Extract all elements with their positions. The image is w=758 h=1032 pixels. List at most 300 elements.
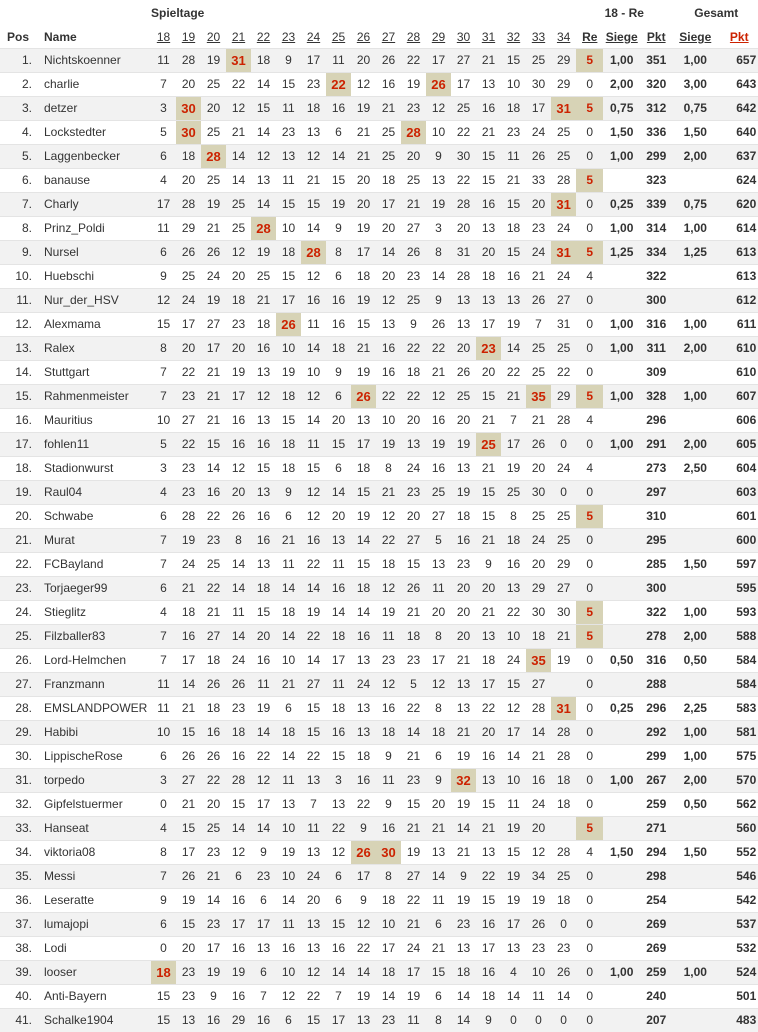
matchday-score: 22: [201, 505, 226, 529]
gesamt-pkt: 603: [718, 481, 758, 505]
player-name[interactable]: LippischeRose: [36, 745, 151, 769]
re-siege: 1,25: [603, 241, 640, 265]
matchday-score-best: 28: [401, 121, 426, 145]
row-position: 4.: [0, 121, 36, 145]
re-siege: 1,00: [603, 433, 640, 457]
gesamt-siege: [672, 289, 718, 313]
row-position: 8.: [0, 217, 36, 241]
matchday-score: 21: [351, 145, 376, 169]
gesamt-pkt: 483: [718, 1009, 758, 1032]
matchday-score: 27: [401, 865, 426, 889]
matchday-score: 26: [226, 673, 251, 697]
player-name[interactable]: charlie: [36, 73, 151, 97]
matchday-header-32[interactable]: 32: [501, 26, 526, 49]
matchday-score: 19: [201, 289, 226, 313]
matchday-score: 17: [276, 289, 301, 313]
matchday-score: 8: [376, 457, 401, 481]
matchday-score: 18: [476, 985, 501, 1009]
matchday-score: 28: [176, 193, 201, 217]
matchday-score: 25: [201, 73, 226, 97]
matchday-header-20[interactable]: 20: [201, 26, 226, 49]
gesamt-siege: 1,50: [672, 553, 718, 577]
matchday-score: 13: [276, 145, 301, 169]
matchday-score: 21: [476, 601, 501, 625]
matchday-score: 30: [526, 601, 551, 625]
matchday-score: 25: [226, 217, 251, 241]
matchday-score: 12: [526, 841, 551, 865]
matchday-header-29[interactable]: 29: [426, 26, 451, 49]
matchday-score: 18: [326, 337, 351, 361]
matchday-score: 21: [376, 481, 401, 505]
matchday-header-34[interactable]: 34: [551, 26, 576, 49]
matchday-score: 12: [301, 385, 326, 409]
table-row: [0, 433, 758, 457]
matchday-score: 18: [276, 601, 301, 625]
matchday-score: 25: [551, 337, 576, 361]
matchday-score: 15: [351, 553, 376, 577]
re-pkt: 314: [640, 217, 672, 241]
matchday-score: 15: [251, 97, 276, 121]
player-name[interactable]: Torjaeger99: [36, 577, 151, 601]
table-row: [0, 169, 758, 193]
matchday-score: 14: [501, 985, 526, 1009]
gesamt-siege: [672, 889, 718, 913]
re-siege: 1,50: [603, 841, 640, 865]
matchday-score: 13: [301, 937, 326, 961]
re-siege: [603, 529, 640, 553]
gesamt-pkt: 597: [718, 553, 758, 577]
matchday-score: 22: [201, 577, 226, 601]
re-siege: [603, 673, 640, 697]
matchday-score: 15: [501, 841, 526, 865]
table-row: [0, 601, 758, 625]
matchday-score: 14: [251, 121, 276, 145]
matchday-score: 10: [501, 73, 526, 97]
re-pkt: 240: [640, 985, 672, 1009]
player-name[interactable]: Lockstedter: [36, 121, 151, 145]
re-score: 0: [576, 553, 603, 577]
matchday-score: 15: [326, 169, 351, 193]
row-position: 28.: [0, 697, 36, 721]
matchday-header-18[interactable]: 18: [151, 26, 176, 49]
row-position: 10.: [0, 265, 36, 289]
matchday-score: 21: [426, 817, 451, 841]
matchday-score: 10: [276, 649, 301, 673]
player-name[interactable]: Nur_der_HSV: [36, 289, 151, 313]
matchday-header-30[interactable]: 30: [451, 26, 476, 49]
re-siege: 1,00: [603, 313, 640, 337]
matchday-score: 23: [526, 937, 551, 961]
matchday-score: 11: [251, 673, 276, 697]
matchday-score: 20: [476, 361, 501, 385]
gesamt-pkt-header[interactable]: Pkt: [718, 26, 758, 49]
player-name[interactable]: viktoria08: [36, 841, 151, 865]
matchday-header-31[interactable]: 31: [476, 26, 501, 49]
player-name[interactable]: Raul04: [36, 481, 151, 505]
matchday-score: 20: [201, 793, 226, 817]
matchday-header-21[interactable]: 21: [226, 26, 251, 49]
gesamt-pkt: 613: [718, 265, 758, 289]
row-position: 40.: [0, 985, 36, 1009]
matchday-score: 25: [551, 121, 576, 145]
matchday-score: 7: [151, 73, 176, 97]
matchday-score: 29: [176, 217, 201, 241]
gesamt-siege: 2,00: [672, 625, 718, 649]
player-name[interactable]: Schwabe: [36, 505, 151, 529]
gesamt-siege: 2,00: [672, 433, 718, 457]
matchday-score: 17: [326, 649, 351, 673]
matchday-header-23[interactable]: 23: [276, 26, 301, 49]
matchday-score: 9: [201, 985, 226, 1009]
matchday-header-19[interactable]: 19: [176, 26, 201, 49]
matchday-score: 14: [176, 673, 201, 697]
matchday-score: 17: [226, 385, 251, 409]
player-name[interactable]: Anti-Bayern: [36, 985, 151, 1009]
matchday-score: 22: [301, 553, 326, 577]
siege-header[interactable]: Siege: [603, 26, 640, 49]
matchday-score: 13: [426, 169, 451, 193]
matchday-score: 27: [301, 673, 326, 697]
matchday-score-best: 26: [351, 385, 376, 409]
matchday-score: 11: [526, 985, 551, 1009]
matchday-score: 7: [151, 529, 176, 553]
matchday-score: 0: [551, 913, 576, 937]
matchday-score: 13: [351, 697, 376, 721]
matchday-score: 14: [201, 889, 226, 913]
matchday-score: 16: [351, 769, 376, 793]
matchday-score: 25: [401, 289, 426, 313]
matchday-score: 6: [151, 145, 176, 169]
matchday-score: 19: [501, 457, 526, 481]
matchday-score: 29: [551, 553, 576, 577]
matchday-score: 21: [501, 169, 526, 193]
matchday-score: 11: [326, 49, 351, 73]
matchday-score: 24: [301, 865, 326, 889]
matchday-score: 10: [501, 769, 526, 793]
player-name[interactable]: FCBayland: [36, 553, 151, 577]
matchday-score: 19: [501, 313, 526, 337]
matchday-score: 21: [551, 625, 576, 649]
matchday-score: 13: [501, 577, 526, 601]
player-name[interactable]: EMSLANDPOWER: [36, 697, 151, 721]
player-name[interactable]: Stuttgart: [36, 361, 151, 385]
player-name[interactable]: banause: [36, 169, 151, 193]
re-score: 0: [576, 193, 603, 217]
matchday-score: 12: [251, 145, 276, 169]
player-name[interactable]: Nichtskoenner: [36, 49, 151, 73]
player-name[interactable]: Schalke1904: [36, 1009, 151, 1032]
matchday-score: 27: [551, 577, 576, 601]
matchday-score: 16: [326, 721, 351, 745]
matchday-score: 26: [176, 241, 201, 265]
matchday-score: 19: [426, 433, 451, 457]
matchday-score: 14: [226, 169, 251, 193]
re-score: 0: [576, 577, 603, 601]
matchday-header-27[interactable]: 27: [376, 26, 401, 49]
matchday-score: 9: [476, 553, 501, 577]
matchday-score: 22: [501, 361, 526, 385]
player-name[interactable]: Laggenbecker: [36, 145, 151, 169]
table-row: [0, 337, 758, 361]
matchday-score: 16: [176, 625, 201, 649]
gesamt-siege: 1,00: [672, 385, 718, 409]
matchday-score: 5: [401, 673, 426, 697]
player-name[interactable]: looser: [36, 961, 151, 985]
matchday-score: 17: [151, 193, 176, 217]
matchday-score: 14: [251, 73, 276, 97]
matchday-score: 14: [276, 745, 301, 769]
row-position: 11.: [0, 289, 36, 313]
re-siege: [603, 937, 640, 961]
matchday-score: 19: [276, 361, 301, 385]
re-score: 5: [576, 241, 603, 265]
matchday-score: 17: [501, 721, 526, 745]
player-name[interactable]: Stieglitz: [36, 601, 151, 625]
matchday-score: 22: [176, 361, 201, 385]
matchday-score: 21: [401, 193, 426, 217]
re-pkt: 311: [640, 337, 672, 361]
matchday-header-22[interactable]: 22: [251, 26, 276, 49]
matchday-score: 15: [301, 193, 326, 217]
re-siege: 0,25: [603, 697, 640, 721]
matchday-score: 6: [326, 889, 351, 913]
matchday-score: 13: [476, 841, 501, 865]
matchday-score: 23: [401, 97, 426, 121]
matchday-score: 6: [276, 697, 301, 721]
table-row: [0, 529, 758, 553]
matchday-score: 15: [326, 745, 351, 769]
player-name[interactable]: Leseratte: [36, 889, 151, 913]
matchday-score: 5: [151, 433, 176, 457]
matchday-score: 19: [201, 961, 226, 985]
gesamt-siege-header[interactable]: Siege: [672, 26, 718, 49]
re-score: 0: [576, 337, 603, 361]
matchday-score: 18: [301, 97, 326, 121]
re-score: 0: [576, 313, 603, 337]
matchday-score: 13: [451, 313, 476, 337]
matchday-score: 6: [151, 241, 176, 265]
matchday-score: 29: [526, 577, 551, 601]
pkt-header[interactable]: Pkt: [640, 26, 672, 49]
row-position: 5.: [0, 145, 36, 169]
table-row: [0, 793, 758, 817]
matchday-score: 0: [151, 793, 176, 817]
matchday-score: 11: [151, 673, 176, 697]
row-position: 14.: [0, 361, 36, 385]
matchday-score: 12: [376, 673, 401, 697]
re-score: 0: [576, 529, 603, 553]
gesamt-pkt: 546: [718, 865, 758, 889]
matchday-score: 19: [551, 649, 576, 673]
matchday-score: 27: [426, 505, 451, 529]
matchday-score: 12: [276, 985, 301, 1009]
re-score: 0: [576, 889, 603, 913]
matchday-score: 17: [351, 433, 376, 457]
matchday-score: 9: [426, 145, 451, 169]
matchday-score: 20: [526, 193, 551, 217]
matchday-score: 4: [151, 481, 176, 505]
player-name[interactable]: Mauritius: [36, 409, 151, 433]
player-name[interactable]: Rahmenmeister: [36, 385, 151, 409]
matchday-score: 11: [426, 577, 451, 601]
matchday-score: 14: [276, 889, 301, 913]
matchday-score: 23: [501, 121, 526, 145]
matchday-score: 17: [176, 649, 201, 673]
player-name[interactable]: Stadionwurst: [36, 457, 151, 481]
re-siege: 1,00: [603, 49, 640, 73]
player-name[interactable]: Murat: [36, 529, 151, 553]
row-position: 19.: [0, 481, 36, 505]
matchday-score: 17: [501, 433, 526, 457]
gesamt-siege: 0,50: [672, 649, 718, 673]
gesamt-siege: 1,00: [672, 49, 718, 73]
re-score: 5: [576, 625, 603, 649]
matchday-score: 18: [226, 721, 251, 745]
re-siege: [603, 745, 640, 769]
header-group-row: [0, 0, 758, 26]
matchday-score: 15: [326, 433, 351, 457]
matchday-score: 30: [551, 601, 576, 625]
player-name[interactable]: Nursel: [36, 241, 151, 265]
row-position: 24.: [0, 601, 36, 625]
matchday-score: 6: [326, 385, 351, 409]
player-name[interactable]: fohlen11: [36, 433, 151, 457]
matchday-score: 13: [176, 1009, 201, 1032]
player-name[interactable]: torpedo: [36, 769, 151, 793]
matchday-score: 9: [326, 217, 351, 241]
player-name[interactable]: Hanseat: [36, 817, 151, 841]
matchday-score: 28: [551, 745, 576, 769]
matchday-header-28[interactable]: 28: [401, 26, 426, 49]
matchday-score: 23: [176, 985, 201, 1009]
matchday-score: 9: [151, 889, 176, 913]
matchday-score: 14: [226, 553, 251, 577]
matchday-header-33[interactable]: 33: [526, 26, 551, 49]
matchday-score: 14: [326, 145, 351, 169]
matchday-score: 27: [401, 529, 426, 553]
matchday-score: 8: [501, 505, 526, 529]
row-position: 3.: [0, 97, 36, 121]
re-header[interactable]: Re: [576, 26, 603, 49]
matchday-score: 16: [251, 1009, 276, 1032]
matchday-score: 27: [551, 289, 576, 313]
matchday-score: 22: [476, 865, 501, 889]
player-name[interactable]: detzer: [36, 97, 151, 121]
matchday-score: 13: [251, 553, 276, 577]
matchday-score: 12: [226, 457, 251, 481]
player-name[interactable]: Huebschi: [36, 265, 151, 289]
re-siege: [603, 1009, 640, 1032]
table-row: [0, 697, 758, 721]
player-name[interactable]: Ralex: [36, 337, 151, 361]
matchday-score: 25: [501, 481, 526, 505]
re-siege: [603, 985, 640, 1009]
matchday-score: 16: [226, 433, 251, 457]
row-position: 27.: [0, 673, 36, 697]
matchday-header-26[interactable]: 26: [351, 26, 376, 49]
player-name[interactable]: Franzmann: [36, 673, 151, 697]
matchday-score: 16: [426, 457, 451, 481]
matchday-score: 18: [401, 625, 426, 649]
matchday-score: 12: [251, 385, 276, 409]
player-name[interactable]: Prinz_Poldi: [36, 217, 151, 241]
matchday-score-best: 31: [551, 241, 576, 265]
matchday-score: 23: [451, 553, 476, 577]
matchday-score: 6: [251, 889, 276, 913]
matchday-score: 27: [526, 673, 551, 697]
re-siege: [603, 457, 640, 481]
matchday-score: 11: [326, 553, 351, 577]
player-name[interactable]: Gipfelstuermer: [36, 793, 151, 817]
player-name[interactable]: Charly: [36, 193, 151, 217]
matchday-score: 16: [476, 193, 501, 217]
matchday-score: 16: [201, 721, 226, 745]
matchday-header-24[interactable]: 24: [301, 26, 326, 49]
matchday-score: 10: [276, 961, 301, 985]
matchday-score: 16: [226, 745, 251, 769]
row-position: 23.: [0, 577, 36, 601]
player-name[interactable]: Alexmama: [36, 313, 151, 337]
matchday-score: 20: [226, 265, 251, 289]
matchday-score: 19: [326, 193, 351, 217]
matchday-score: 19: [251, 697, 276, 721]
player-name[interactable]: Lodi: [36, 937, 151, 961]
matchday-score: 16: [376, 337, 401, 361]
player-name[interactable]: Lord-Helmchen: [36, 649, 151, 673]
matchday-score: 14: [426, 265, 451, 289]
matchday-score: 20: [351, 193, 376, 217]
re-siege: 1,00: [603, 217, 640, 241]
player-name[interactable]: Filzballer83: [36, 625, 151, 649]
matchday-score: 21: [176, 793, 201, 817]
matchday-score: 34: [526, 865, 551, 889]
gesamt-siege: 1,00: [672, 601, 718, 625]
matchday-score: 28: [526, 697, 551, 721]
gesamt-pkt: 570: [718, 769, 758, 793]
re-siege: [603, 817, 640, 841]
matchday-score: 9: [401, 313, 426, 337]
matchday-score: 18: [226, 289, 251, 313]
matchday-score: 15: [401, 553, 426, 577]
matchday-score: 17: [526, 97, 551, 121]
matchday-score: 21: [351, 337, 376, 361]
matchday-score: 13: [476, 73, 501, 97]
matchday-score: 22: [226, 73, 251, 97]
player-name[interactable]: Habibi: [36, 721, 151, 745]
gesamt-pkt: 620: [718, 193, 758, 217]
matchday-score: 9: [476, 1009, 501, 1032]
gesamt-siege: 1,00: [672, 313, 718, 337]
matchday-score: 20: [451, 337, 476, 361]
matchday-score: 17: [426, 649, 451, 673]
player-name[interactable]: Messi: [36, 865, 151, 889]
matchday-score: 19: [351, 97, 376, 121]
re-pkt: 273: [640, 457, 672, 481]
matchday-score: 29: [551, 49, 576, 73]
matchday-score: 17: [176, 841, 201, 865]
re-score: 5: [576, 817, 603, 841]
gesamt-siege: [672, 529, 718, 553]
matchday-score: 14: [326, 481, 351, 505]
gesamt-siege: 0,75: [672, 193, 718, 217]
matchday-header-25[interactable]: 25: [326, 26, 351, 49]
player-name[interactable]: lumajopi: [36, 913, 151, 937]
matchday-score: 26: [426, 313, 451, 337]
matchday-score: 16: [251, 529, 276, 553]
matchday-score: 14: [351, 961, 376, 985]
matchday-score: 12: [151, 289, 176, 313]
matchday-score: 11: [276, 769, 301, 793]
